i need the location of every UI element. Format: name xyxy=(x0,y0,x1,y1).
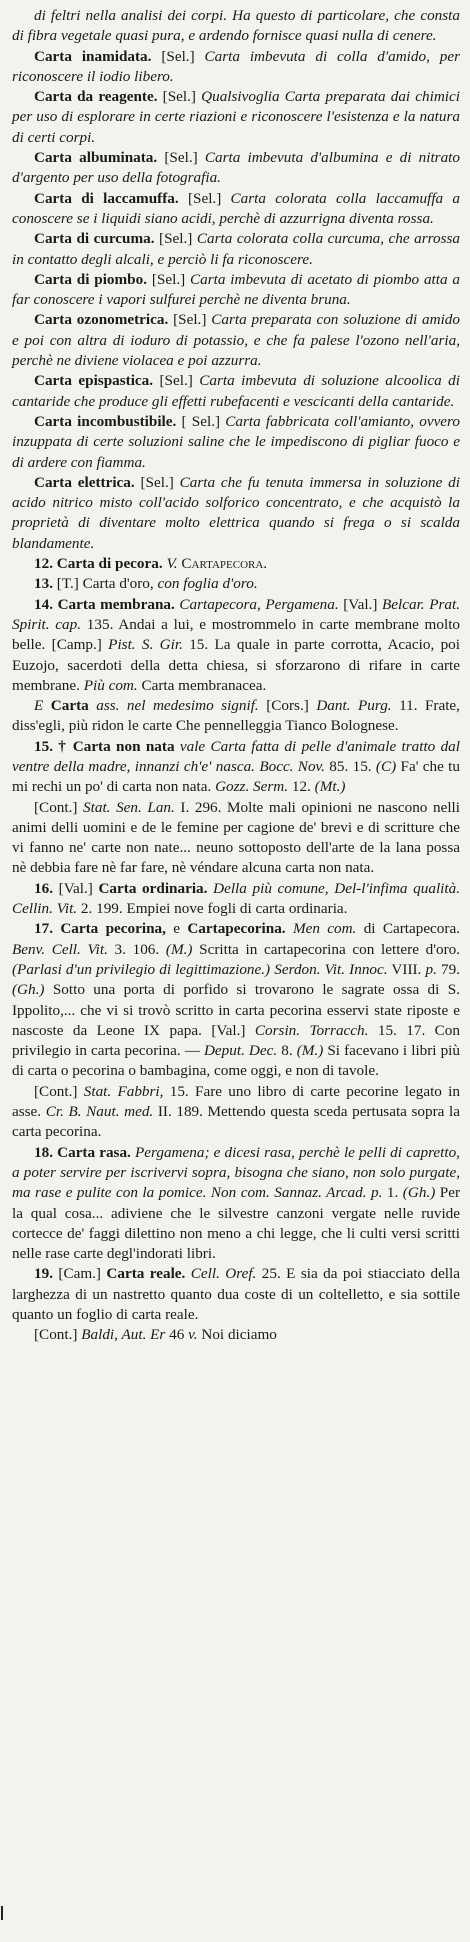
text-column xyxy=(12,6,460,1346)
entry-text: [Val.] xyxy=(338,595,382,613)
entry-text: 15. Fare uno libro di carte pecorine legato in asse. xyxy=(12,1082,461,1121)
entry-text: [T.] Carta d'oro, xyxy=(52,575,158,593)
entry-text: [Sel.] xyxy=(134,473,180,491)
entry-text: 25. E sia da poi stiacciato della larghezza di un nastretto quanto dua coste di un coltelletto, e sia sottile quanto un foglio di carta reale. xyxy=(12,1265,460,1323)
dictionary-entry xyxy=(12,798,460,879)
entry-text: 1. xyxy=(382,1184,403,1202)
entry-text: Carta che fu tenuta immersa in soluzione di acido nitrico misto coll'acido solforico concentrato, e che acquistò la proprietà di diventare molto elettrica quando si frega o si scalda blandamente. xyxy=(12,473,460,552)
entry-text: (Gh.) xyxy=(402,1184,436,1202)
entry-text: Bocc. Nov. xyxy=(259,757,325,775)
entry-text: 85. 15. xyxy=(324,757,376,775)
entry-text: Carta imbevuta di colla d'amido, per riconoscere il iodio libero. xyxy=(12,47,461,85)
entry-headword: Carta epispastica. xyxy=(34,372,154,390)
entry-text: VIII. xyxy=(387,960,426,978)
entry-text: Noi diciamo xyxy=(197,1326,277,1344)
entry-text: [Sel.] xyxy=(154,230,197,248)
dictionary-entry xyxy=(12,1082,460,1143)
entry-headword: Carta elettrica. xyxy=(34,473,135,491)
entry-text: Qualsivoglia Carta preparata dai chimici per uso di esplorare in certe riazioni e riconoscere l'esistenza e la natura di certi corpi. xyxy=(12,88,460,146)
entry-headword: Carta di piombo. xyxy=(34,270,148,288)
entry-headword: Carta reale. xyxy=(106,1265,186,1283)
entry-text: ass. nel medesimo signif. xyxy=(88,697,259,715)
entry-text: Della più comune, Del-l'infima qualità. xyxy=(207,879,460,897)
entry-text: Carta colorata colla curcuma, che arrossa in contatto degli alcali, e perciò li fa riconoscere. xyxy=(12,230,460,268)
entry-text: Carta preparata con soluzione di amido e poi con altra di ioduro di potassio, e che fa palese l'ozono nell'aria, perchè ne diviene violacea e poi azzurra. xyxy=(12,311,460,370)
entry-text: Carta fabbricata coll'amianto, ovvero inzuppata di certe soluzioni saline che le impediscono di pigliar fuoco e di ardere con fiamma. xyxy=(12,412,460,471)
entry-text: (C) xyxy=(375,757,397,775)
entry-text: Men com. xyxy=(285,920,357,938)
entry-text: vale Carta fatta di pelle d'animale tratto dal ventre della madre, innanzi ch'e' nasca. xyxy=(12,737,460,775)
dictionary-entry xyxy=(12,87,460,148)
entry-text: Fa' che tu mi rechi un po' di carta non nata. xyxy=(12,757,460,796)
dictionary-entry xyxy=(12,47,460,88)
entry-text: [Sel.] xyxy=(153,372,200,390)
entry-headword: 12. Carta di pecora. xyxy=(34,555,163,573)
entry-text: Benv. Cell. Vit. xyxy=(12,940,108,958)
entry-headword: Carta ordinaria. xyxy=(98,879,208,897)
entry-text: (Mt.) xyxy=(314,778,346,796)
entry-text: [Cont.] xyxy=(34,1326,82,1344)
entry-text: Serdon. Vit. Innoc. xyxy=(274,960,388,978)
entry-text: Belcar. Prat. Spirit. cap. xyxy=(12,595,460,633)
entry-headword: Carta da reagente. xyxy=(34,88,158,106)
entry-text: [Val.] xyxy=(52,879,99,897)
entry-text: [Sel.] xyxy=(157,88,202,106)
entry-headword: 18. Carta rasa. xyxy=(34,1143,131,1161)
dictionary-entry xyxy=(12,595,460,696)
entry-text: [Cont.] xyxy=(34,798,84,816)
entry-headword: 14. Carta membrana. xyxy=(34,595,175,613)
entry-text: [Sel.] xyxy=(151,47,205,65)
entry-text: Cellin. Vit. xyxy=(12,900,78,918)
entry-text: 135. Andai a lui, e mostrommelo in carte membrane molto belle. [Camp.] xyxy=(12,615,461,654)
dictionary-entry xyxy=(12,696,460,737)
entry-text: [Cors.] xyxy=(258,697,317,715)
entry-text: Carta imbevuta di acetato di piombo atta a far conoscere i vapori sulfurei perchè ne diventa bruna. xyxy=(12,270,460,309)
entry-text: Si facevano i libri più di carta o pecorina o bambagina, come oggi, e non di tavole. xyxy=(12,1042,460,1080)
entry-headword: 13. xyxy=(34,575,53,593)
entry-text: [Sel.] xyxy=(178,189,231,207)
entry-headword: 17. Carta pecorina, xyxy=(34,920,166,938)
entry-headword: Carta xyxy=(43,697,89,715)
entry-text: Per la qual cosa... adiviene che le silvestre canzoni vergate nelle ruvide cortecce de' faggi dilettino non meno a chi legge, che li culti versi scritti nelle rase carte degl'indorati libri. xyxy=(12,1184,461,1263)
entry-text: 15. La quale in parte corrotta, Acacio, poi Euzojo, sacerdoti della detta chiesa, si sforzarono di rifare in carte membrane. xyxy=(12,636,460,694)
entry-text: Cartapecora. xyxy=(177,555,268,573)
entry-text: 15. 17. Con privilegio in carta pecorina. — xyxy=(12,1021,460,1060)
dictionary-entry xyxy=(12,1325,460,1345)
dictionary-entry xyxy=(12,554,460,574)
entry-text: V. xyxy=(166,555,178,573)
entry-headword: 19. xyxy=(34,1265,53,1283)
entry-text: 46 xyxy=(165,1326,189,1344)
entry-text: [Cont.] xyxy=(34,1082,84,1100)
entry-text: Cr. B. Naut. med. xyxy=(45,1103,154,1121)
dictionary-entry xyxy=(12,270,460,311)
entry-text: Cell. Oref. xyxy=(190,1265,257,1283)
entry-headword: 16. xyxy=(34,879,53,897)
entry-text: [ Sel.] xyxy=(176,412,226,430)
entry-text: p. xyxy=(425,960,437,978)
entry-headword: 15. † Carta non nata xyxy=(34,737,175,755)
margin-mark xyxy=(1,1906,3,1920)
entry-text: Gozz. Serm. xyxy=(215,778,289,796)
entry-headword: Carta di laccamuffa. xyxy=(34,189,179,207)
entry-text: con foglia d'oro. xyxy=(157,575,258,593)
entry-text: Carta imbevuta d'albumina e di nitrato d'argento per uso della fotografia. xyxy=(12,149,460,187)
entry-text: (M.) xyxy=(165,940,193,958)
dictionary-entry xyxy=(12,1143,460,1265)
entry-text: Corsin. Torracch. xyxy=(254,1021,369,1039)
entry-text: [Sel.] xyxy=(168,311,212,329)
entry-text: Deput. Dec. xyxy=(203,1042,278,1060)
entry-text: Carta colorata colla laccamuffa a conoscere se i liquidi siano acidi, perchè di azzurrigna diventa rossa. xyxy=(12,189,460,227)
dictionary-entry xyxy=(12,310,460,371)
entry-text: Pist. S. Gir. xyxy=(108,636,183,654)
entry-text: (Parlasi d'un privilegio di legittimazione.) xyxy=(12,960,271,978)
entry-text: Cartapecora, Pergamena. xyxy=(179,595,339,613)
entry-headword: Carta inamidata. xyxy=(34,47,152,65)
entry-text: 2. 199. Empiei nove fogli di carta ordinaria. xyxy=(77,900,348,918)
dictionary-entry xyxy=(12,473,460,554)
entry-text: Stat. Sen. Lan. xyxy=(83,798,175,816)
entry-text: 79. xyxy=(436,960,461,978)
entry-text: 8. xyxy=(277,1042,297,1060)
entry-text: (Gh.) xyxy=(12,981,45,999)
entry-text: Dant. Purg. xyxy=(316,697,392,715)
entry-headword: Carta ozonometrica. xyxy=(34,311,169,329)
dictionary-entry xyxy=(12,148,460,189)
entry-text: Scritta in cartapecorina con lettere d'oro. xyxy=(192,940,461,958)
dictionary-entry xyxy=(12,412,460,473)
entry-text: Carta imbevuta di soluzione alcoolica di cantaride che produce gli effetti rubefacenti e vescicanti della cantaride. xyxy=(12,372,460,410)
entry-text: Non com. Sannaz. Arcad. p. xyxy=(210,1184,383,1202)
dictionary-entry xyxy=(12,574,460,594)
entry-text: I. 296. Molte mali opinioni ne nascono nelli animi delli uomini e de le femine per cagione de' brevi e di scritture che vi fanno ne' carte non nate... neuno sottoposto dell'arte de la lana possa nè debbia fare nè far fare, nè véndare alcuna carta non nata. xyxy=(12,798,460,877)
dictionary-entry xyxy=(12,919,460,1081)
entry-text: E xyxy=(34,697,44,715)
dictionary-entry xyxy=(12,737,460,798)
entry-text: (M.) xyxy=(296,1042,324,1060)
entry-text: [Cam.] xyxy=(52,1265,107,1283)
entry-text: [Sel.] xyxy=(147,270,190,288)
entry-text: Stat. Fabbri, xyxy=(83,1082,164,1100)
entry-text: Sotto una porta di porfido si trovarono le sagrate ossa di S. Ippolito,... che vi si trovò scritto in carta pecorina esservi state riposte e nascoste da Leone IX papa. [Val.] xyxy=(12,981,460,1039)
entry-headword: Cartapecorina. xyxy=(187,920,286,938)
dictionary-entry xyxy=(12,6,460,47)
entry-text: Baldi, Aut. Er xyxy=(81,1326,166,1344)
dictionary-entry xyxy=(12,229,460,270)
entry-headword: Carta albuminata. xyxy=(34,149,158,167)
entry-text: 11. Frate, diss'egli, più ridon le carte Che pennelleggia Tianco Bolognese. xyxy=(12,697,460,735)
dictionary-entry xyxy=(12,371,460,412)
entry-text: di feltri nella analisi dei corpi. Ha questo di particolare, che consta di fibra vegetale quasi pura, e ardendo fornisce quasi nulla di cenere. xyxy=(12,7,460,45)
entry-text: Carta membranacea. xyxy=(137,676,267,694)
dictionary-entry xyxy=(12,189,460,230)
entry-text: v. xyxy=(188,1326,198,1344)
entry-text: Pergamena; e dicesi rasa, perchè le pelli di capretto, a poter servire per iscrivervi sopra, bisogna che siano, non solo purgate, ma rase e pulite con la pomice. xyxy=(12,1143,460,1202)
entry-text: 12. xyxy=(288,778,315,796)
entry-text: 3. 106. xyxy=(107,940,166,958)
entry-headword: Carta incombustibile. xyxy=(34,412,177,430)
dictionary-entry xyxy=(12,879,460,920)
entry-text: [Sel.] xyxy=(157,149,205,167)
entry-text: e xyxy=(165,920,188,938)
entry-text: Più com. xyxy=(83,676,138,694)
entry-text: di Cartapecora. xyxy=(356,920,460,938)
dictionary-entry xyxy=(12,1264,460,1325)
entry-headword: Carta di curcuma. xyxy=(34,230,155,248)
entry-text: II. 189. Mettendo questa sceda pertusata sopra la carta pecorina. xyxy=(12,1103,460,1141)
